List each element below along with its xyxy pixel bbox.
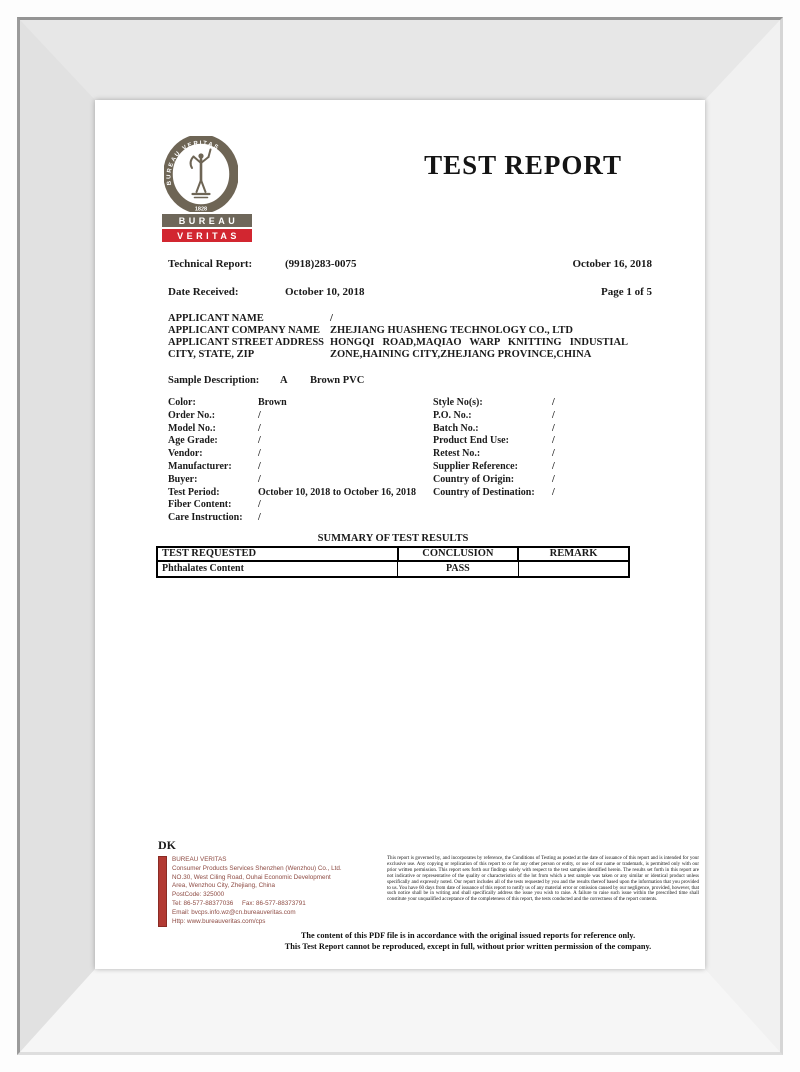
- applicant-row: [168, 325, 652, 337]
- field-label: Style No(s):: [433, 397, 483, 408]
- results-header-row: [157, 547, 629, 561]
- applicant-company-value: ZHEJIANG HUASHENG TECHNOLOGY CO., LTD: [330, 325, 573, 336]
- page-title: TEST REPORT: [424, 150, 622, 180]
- field-label: Fiber Content:: [168, 499, 232, 511]
- results-table: [156, 546, 630, 578]
- field-label: Supplier Reference:: [433, 460, 518, 472]
- cell-test-requested: Phthalates Content: [157, 561, 398, 577]
- field-row: [168, 487, 433, 500]
- field-label: Age Grade:: [168, 435, 218, 447]
- field-value: Brown: [258, 397, 287, 408]
- logo-bureau-bar: [162, 214, 252, 227]
- field-label: Model No.:: [168, 422, 216, 434]
- report-meta: [168, 258, 652, 299]
- field-row: [433, 461, 652, 474]
- field-row: [433, 487, 652, 500]
- header-remark: REMARK: [518, 547, 629, 561]
- field-row: [168, 410, 433, 423]
- cell-conclusion: PASS: [398, 561, 518, 577]
- meta-row-technical-report: [168, 258, 652, 271]
- field-row: [433, 448, 652, 461]
- field-value: /: [258, 460, 261, 472]
- field-value: /: [552, 486, 555, 498]
- applicant-row: [168, 337, 652, 349]
- reviewer-initials: DK: [158, 838, 176, 852]
- applicant-name-value: /: [330, 313, 333, 324]
- applicant-street-label: APPLICANT STREET ADDRESS: [168, 337, 324, 348]
- results-data-row: [157, 561, 629, 577]
- field-value: October 10, 2018 to October 16, 2018: [258, 486, 416, 498]
- test-report-page: [95, 100, 705, 969]
- notice-line: The content of this PDF file is in accordance with the original issued reports for reference only.: [300, 931, 636, 940]
- field-label: Country of Origin:: [433, 473, 515, 485]
- address-line: Tel: 86-577-88377036 Fax: 86-577-88373791: [172, 899, 306, 907]
- field-label: Care Instruction:: [168, 512, 243, 524]
- logo-year-text: 1828: [194, 206, 208, 212]
- summary-title: SUMMARY OF TEST RESULTS: [317, 532, 469, 544]
- header-conclusion: CONCLUSION: [398, 547, 518, 561]
- logo-veritas-label: VERITAS: [177, 230, 240, 241]
- footer-columns: [158, 856, 699, 927]
- page-number: Page 1 of 5: [600, 286, 652, 298]
- field-label: P.O. No.:: [433, 409, 472, 421]
- field-value: /: [552, 435, 555, 447]
- frame-bevel: [20, 20, 780, 1052]
- address-line: BUREAU VERITAS: [172, 856, 227, 863]
- field-label: Retest No.:: [433, 448, 481, 460]
- field-value: /: [552, 397, 555, 408]
- address-lines: [172, 856, 342, 927]
- legal-disclaimer: This report is governed by, and incorporates by reference, the Conditions of Testing as posted at the date of issuance of this report and is intended for your exclusive use. Any copying or replication of this report to or for any other person or entity, or use of our name or trademark, is permitted only with our prior written permission. This report sets forth our findings solely with respect to the test samples identified herein. The results set forth in this report are not indicative or representative of the quality or characteristics of the lot from which a test sample was taken or any similar or identical product unless specifically and expressly noted. Our report includes all of the tests requested by you and the results thereof based upon the information that you provided to us. You have 60 days from date of issuance of this report to notify us of any material error or omission caused by our negligence, provided, however, that such notice shall be in writing and shall specifically address the issue you wish to raise. A failure to raise such issue within the prescribed time shall constitute your unqualified acceptance of the completeness of this report, the tests conducted and the correctness of the report contents.: [387, 856, 699, 903]
- address-red-bar: [158, 856, 167, 927]
- applicant-city-value: ZONE,HAINING CITY,ZHEJIANG PROVINCE,CHINA: [330, 349, 592, 360]
- field-value: /: [258, 448, 261, 460]
- document-header: [168, 136, 652, 242]
- fields-left-column: [168, 397, 433, 525]
- field-label: Test Period:: [168, 486, 220, 498]
- cell-remark: [518, 561, 629, 577]
- fields-right-column: [433, 397, 652, 525]
- field-value: /: [258, 409, 261, 421]
- applicant-company-label: APPLICANT COMPANY NAME: [168, 325, 321, 336]
- field-label: Manufacturer:: [168, 460, 232, 472]
- applicant-name-label: APPLICANT NAME: [168, 313, 264, 324]
- date-received-value: October 10, 2018: [285, 286, 365, 298]
- footer-notices: [238, 931, 698, 952]
- technical-report-label: Technical Report:: [168, 258, 253, 270]
- applicant-city-label: CITY, STATE, ZIP: [168, 349, 255, 360]
- address-line: Area, Wenzhou City, Zhejiang, China: [172, 882, 276, 890]
- field-value: /: [552, 460, 555, 472]
- sample-description-label: Sample Description:: [168, 375, 260, 386]
- field-value: /: [258, 473, 261, 485]
- field-row: [433, 397, 652, 410]
- address-line: NO.30, West Ciling Road, Ouhai Economic Development: [172, 873, 331, 881]
- address-line: Consumer Products Services Shenzhen (Wenzhou) Co., Ltd.: [172, 864, 342, 872]
- field-value: /: [552, 448, 555, 460]
- field-value: /: [552, 409, 555, 421]
- applicant-block: [168, 313, 652, 361]
- header-test-requested: TEST REQUESTED: [157, 547, 398, 561]
- field-value: /: [258, 422, 261, 434]
- field-label: Color:: [168, 397, 196, 408]
- sample-description-row: [168, 375, 652, 387]
- field-row: [433, 435, 652, 448]
- field-value: /: [552, 473, 555, 485]
- meta-row-date-received: [168, 286, 652, 299]
- field-label: Country of Destination:: [433, 486, 535, 498]
- address-line: Email: bvcps.info.wz@cn.bureauveritas.com: [172, 908, 296, 916]
- detail-fields: [168, 397, 652, 525]
- sample-index: A: [280, 375, 288, 386]
- field-row: [168, 512, 433, 525]
- field-row: [168, 474, 433, 487]
- date-received-label: Date Received:: [168, 286, 239, 298]
- notice-line: This Test Report cannot be reproduced, except in full, without prior written permission of the company.: [284, 941, 652, 951]
- field-label: Vendor:: [168, 448, 203, 460]
- field-row: [168, 461, 433, 474]
- field-row: [433, 474, 652, 487]
- logo-bureau-label: BUREAU: [178, 215, 239, 226]
- technical-report-number: (9918)283-0075: [285, 258, 357, 270]
- bureau-veritas-logo: [162, 136, 252, 242]
- field-value: /: [258, 499, 261, 511]
- applicant-row: [168, 349, 652, 361]
- field-row: [433, 423, 652, 436]
- field-value: /: [258, 435, 261, 447]
- report-date: October 16, 2018: [572, 258, 652, 270]
- applicant-row: [168, 313, 652, 325]
- document-footer: [158, 838, 699, 952]
- field-label: Batch No.:: [433, 422, 479, 434]
- field-row: [168, 397, 433, 410]
- field-row: [168, 499, 433, 512]
- logo-veritas-bar: [162, 229, 252, 242]
- company-address-block: [158, 856, 375, 927]
- applicant-street-value: HONGQI ROAD,MAQIAO WARP KNITTING INDUSTIAL: [330, 337, 629, 348]
- field-label: Order No.:: [168, 409, 216, 421]
- field-row: [168, 435, 433, 448]
- field-value: /: [552, 422, 555, 434]
- summary-section: [156, 533, 630, 578]
- logo-ring-text: BUREAU VERITAS: [166, 140, 221, 186]
- field-row: [168, 448, 433, 461]
- sample-value: Brown PVC: [310, 375, 365, 386]
- bureau-veritas-emblem-icon: [164, 136, 238, 212]
- address-line: PostCode: 325000: [172, 891, 225, 899]
- field-label: Buyer:: [168, 473, 198, 485]
- address-line: Http: www.bureauveritas.com/cps: [172, 917, 266, 925]
- field-label: Product End Use:: [433, 435, 509, 447]
- field-value: /: [258, 512, 261, 524]
- field-row: [433, 410, 652, 423]
- field-row: [168, 423, 433, 436]
